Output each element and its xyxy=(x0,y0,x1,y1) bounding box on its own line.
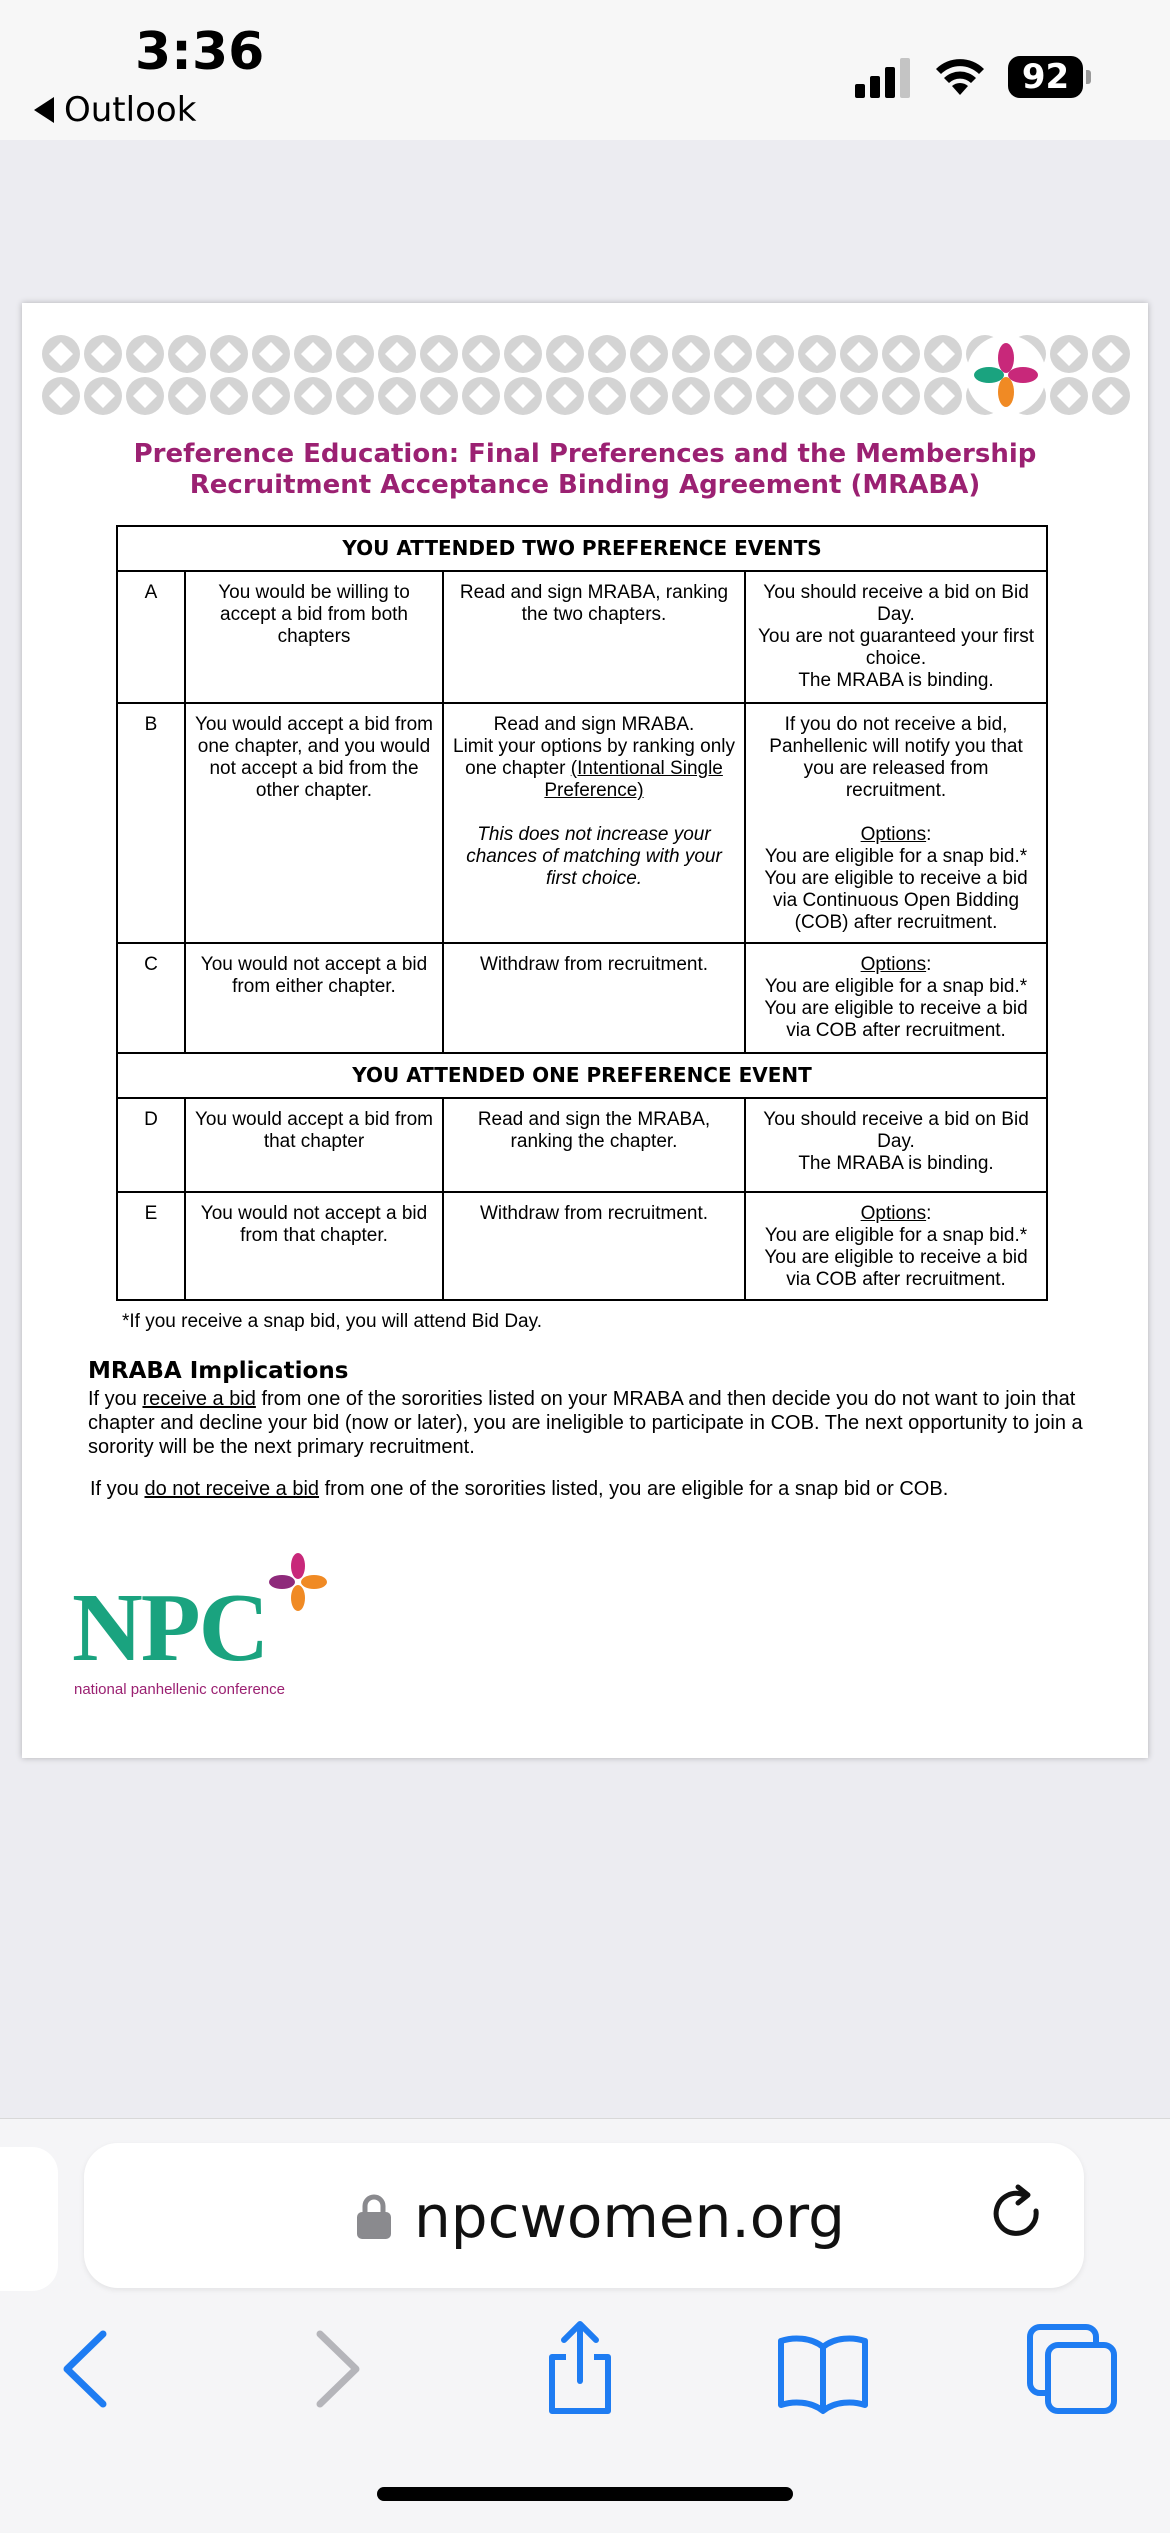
url-text: npcwomen.org xyxy=(414,2183,845,2251)
implications-paragraph-2: If you do not receive a bid from one of the sororities listed, you are eligible for a snap bid or COB. xyxy=(90,1478,949,1500)
section-header-one-event: YOU ATTENDED ONE PREFERENCE EVENT xyxy=(117,1053,1047,1098)
share-icon[interactable] xyxy=(530,2319,630,2419)
forward-arrow-icon[interactable] xyxy=(288,2319,388,2419)
row-action: Withdraw from recruitment. xyxy=(443,1192,745,1300)
npc-logo-subtitle: national panhellenic conference xyxy=(74,1681,285,1698)
row-action: Read and sign the MRABA, ranking the chapter. xyxy=(443,1098,745,1192)
row-letter: A xyxy=(117,571,185,703)
pdf-page xyxy=(22,303,1148,1758)
table-row-d xyxy=(117,1098,1047,1192)
decorative-pattern-banner xyxy=(40,333,1132,417)
row-action: Read and sign MRABA, ranking the two chapters. xyxy=(443,571,745,703)
footnote: *If you receive a snap bid, you will attend Bid Day. xyxy=(122,1311,542,1332)
back-to-app-button[interactable] xyxy=(34,90,196,130)
outcome-line: You should receive a bid on Bid Day. xyxy=(763,1109,1029,1152)
implications-title: MRABA Implications xyxy=(88,1358,349,1384)
npc-logo-word: NPC xyxy=(72,1574,268,1682)
table-row-a xyxy=(117,571,1047,703)
row-outcome xyxy=(745,1192,1047,1300)
option-line: You are eligible to receive a bid via COB after recruitment. xyxy=(764,1247,1028,1290)
option-line: You are eligible for a snap bid.* xyxy=(764,1225,1028,1246)
safari-toolbar xyxy=(0,2118,1170,2533)
implications-paragraph-1: If you receive a bid from one of the sororities listed on your MRABA and then decide you do not want to join that chapter and decline your bid (now or later), you are ineligible to participate in COB. The next opportunity to join a sorority will be the next primary recruitment. xyxy=(88,1388,1083,1458)
options-label: Options xyxy=(860,824,927,845)
wifi-icon xyxy=(935,55,985,97)
row-letter: D xyxy=(117,1098,185,1192)
options-heading: Options: xyxy=(860,1203,932,1224)
bookmarks-icon[interactable] xyxy=(773,2319,873,2419)
row-situation: You would be willing to accept a bid from both chapters xyxy=(185,571,443,703)
outcome-line: The MRABA is binding. xyxy=(798,1153,994,1174)
section-header-two-events: YOU ATTENDED TWO PREFERENCE EVENTS xyxy=(117,526,1047,571)
options-label: Options xyxy=(860,1203,927,1224)
home-indicator xyxy=(377,2487,793,2501)
battery-tip xyxy=(1086,70,1091,84)
document-title: Preference Education: Final Preferences and the Membership Recruitment Acceptance Binding Agreement (MRABA) xyxy=(133,439,1037,500)
row-letter: E xyxy=(117,1192,185,1300)
back-app-label: Outlook xyxy=(64,90,197,130)
battery-icon xyxy=(1008,56,1091,98)
npc-logo xyxy=(72,1551,342,1701)
outcome-line: The MRABA is binding. xyxy=(798,670,994,691)
action-text: Limit your options by ranking only one chapter xyxy=(453,736,735,779)
options-heading: Options: xyxy=(860,824,932,845)
option-line: You are eligible for a snap bid.* xyxy=(764,846,1028,867)
row-situation: You would accept a bid from one chapter, and you would not accept a bid from the other chapter. xyxy=(185,703,443,943)
row-situation: You would accept a bid from that chapter xyxy=(185,1098,443,1192)
do-not-receive-a-bid-link: do not receive a bid xyxy=(144,1478,320,1500)
back-triangle-icon xyxy=(34,97,54,123)
row-action xyxy=(443,703,745,943)
clock-time: 3:36 xyxy=(135,22,265,82)
status-bar xyxy=(0,0,1170,140)
reload-icon[interactable] xyxy=(984,2181,1052,2249)
tabs-icon[interactable] xyxy=(1022,2319,1122,2419)
action-note: This does not increase your chances of matching with your first choice. xyxy=(466,824,722,889)
option-line: You are eligible for a snap bid.* xyxy=(764,976,1028,997)
option-line: You are eligible to receive a bid via COB after recruitment. xyxy=(764,998,1028,1041)
row-letter: C xyxy=(117,943,185,1053)
address-bar[interactable] xyxy=(84,2143,1084,2288)
back-arrow-icon[interactable] xyxy=(35,2319,135,2419)
row-situation: You would not accept a bid from either chapter. xyxy=(185,943,443,1053)
row-outcome xyxy=(745,703,1047,943)
options-heading: Options: xyxy=(860,954,932,975)
flower-icon xyxy=(267,1551,329,1613)
action-line xyxy=(452,736,736,802)
row-action: Withdraw from recruitment. xyxy=(443,943,745,1053)
option-line: You are eligible to receive a bid via Continuous Open Bidding (COB) after recruitment. xyxy=(764,868,1028,933)
row-outcome xyxy=(745,943,1047,1053)
table-row-e xyxy=(117,1192,1047,1300)
row-situation: You would not accept a bid from that chapter. xyxy=(185,1192,443,1300)
table-row-c xyxy=(117,943,1047,1053)
lock-icon xyxy=(356,2193,392,2239)
battery-level: 92 xyxy=(1008,56,1083,98)
preference-table xyxy=(116,525,1048,1301)
signal-icon xyxy=(855,58,915,98)
action-line: Read and sign MRABA. xyxy=(493,714,695,735)
options-label: Options xyxy=(860,954,927,975)
outcome-line: You should receive a bid on Bid Day. xyxy=(763,582,1029,625)
outcome-line: You are not guaranteed your first choice. xyxy=(757,626,1035,669)
intentional-single-preference-link: (Intentional Single Preference) xyxy=(544,758,723,801)
outcome-line: If you do not receive a bid, Panhellenic will notify you that you are released from recruitment. xyxy=(769,714,1023,801)
row-outcome xyxy=(745,1098,1047,1192)
row-letter: B xyxy=(117,703,185,943)
previous-tab-preview[interactable] xyxy=(0,2147,58,2291)
receive-a-bid-link: receive a bid xyxy=(142,1388,256,1410)
table-row-b xyxy=(117,703,1047,943)
row-outcome xyxy=(745,571,1047,703)
